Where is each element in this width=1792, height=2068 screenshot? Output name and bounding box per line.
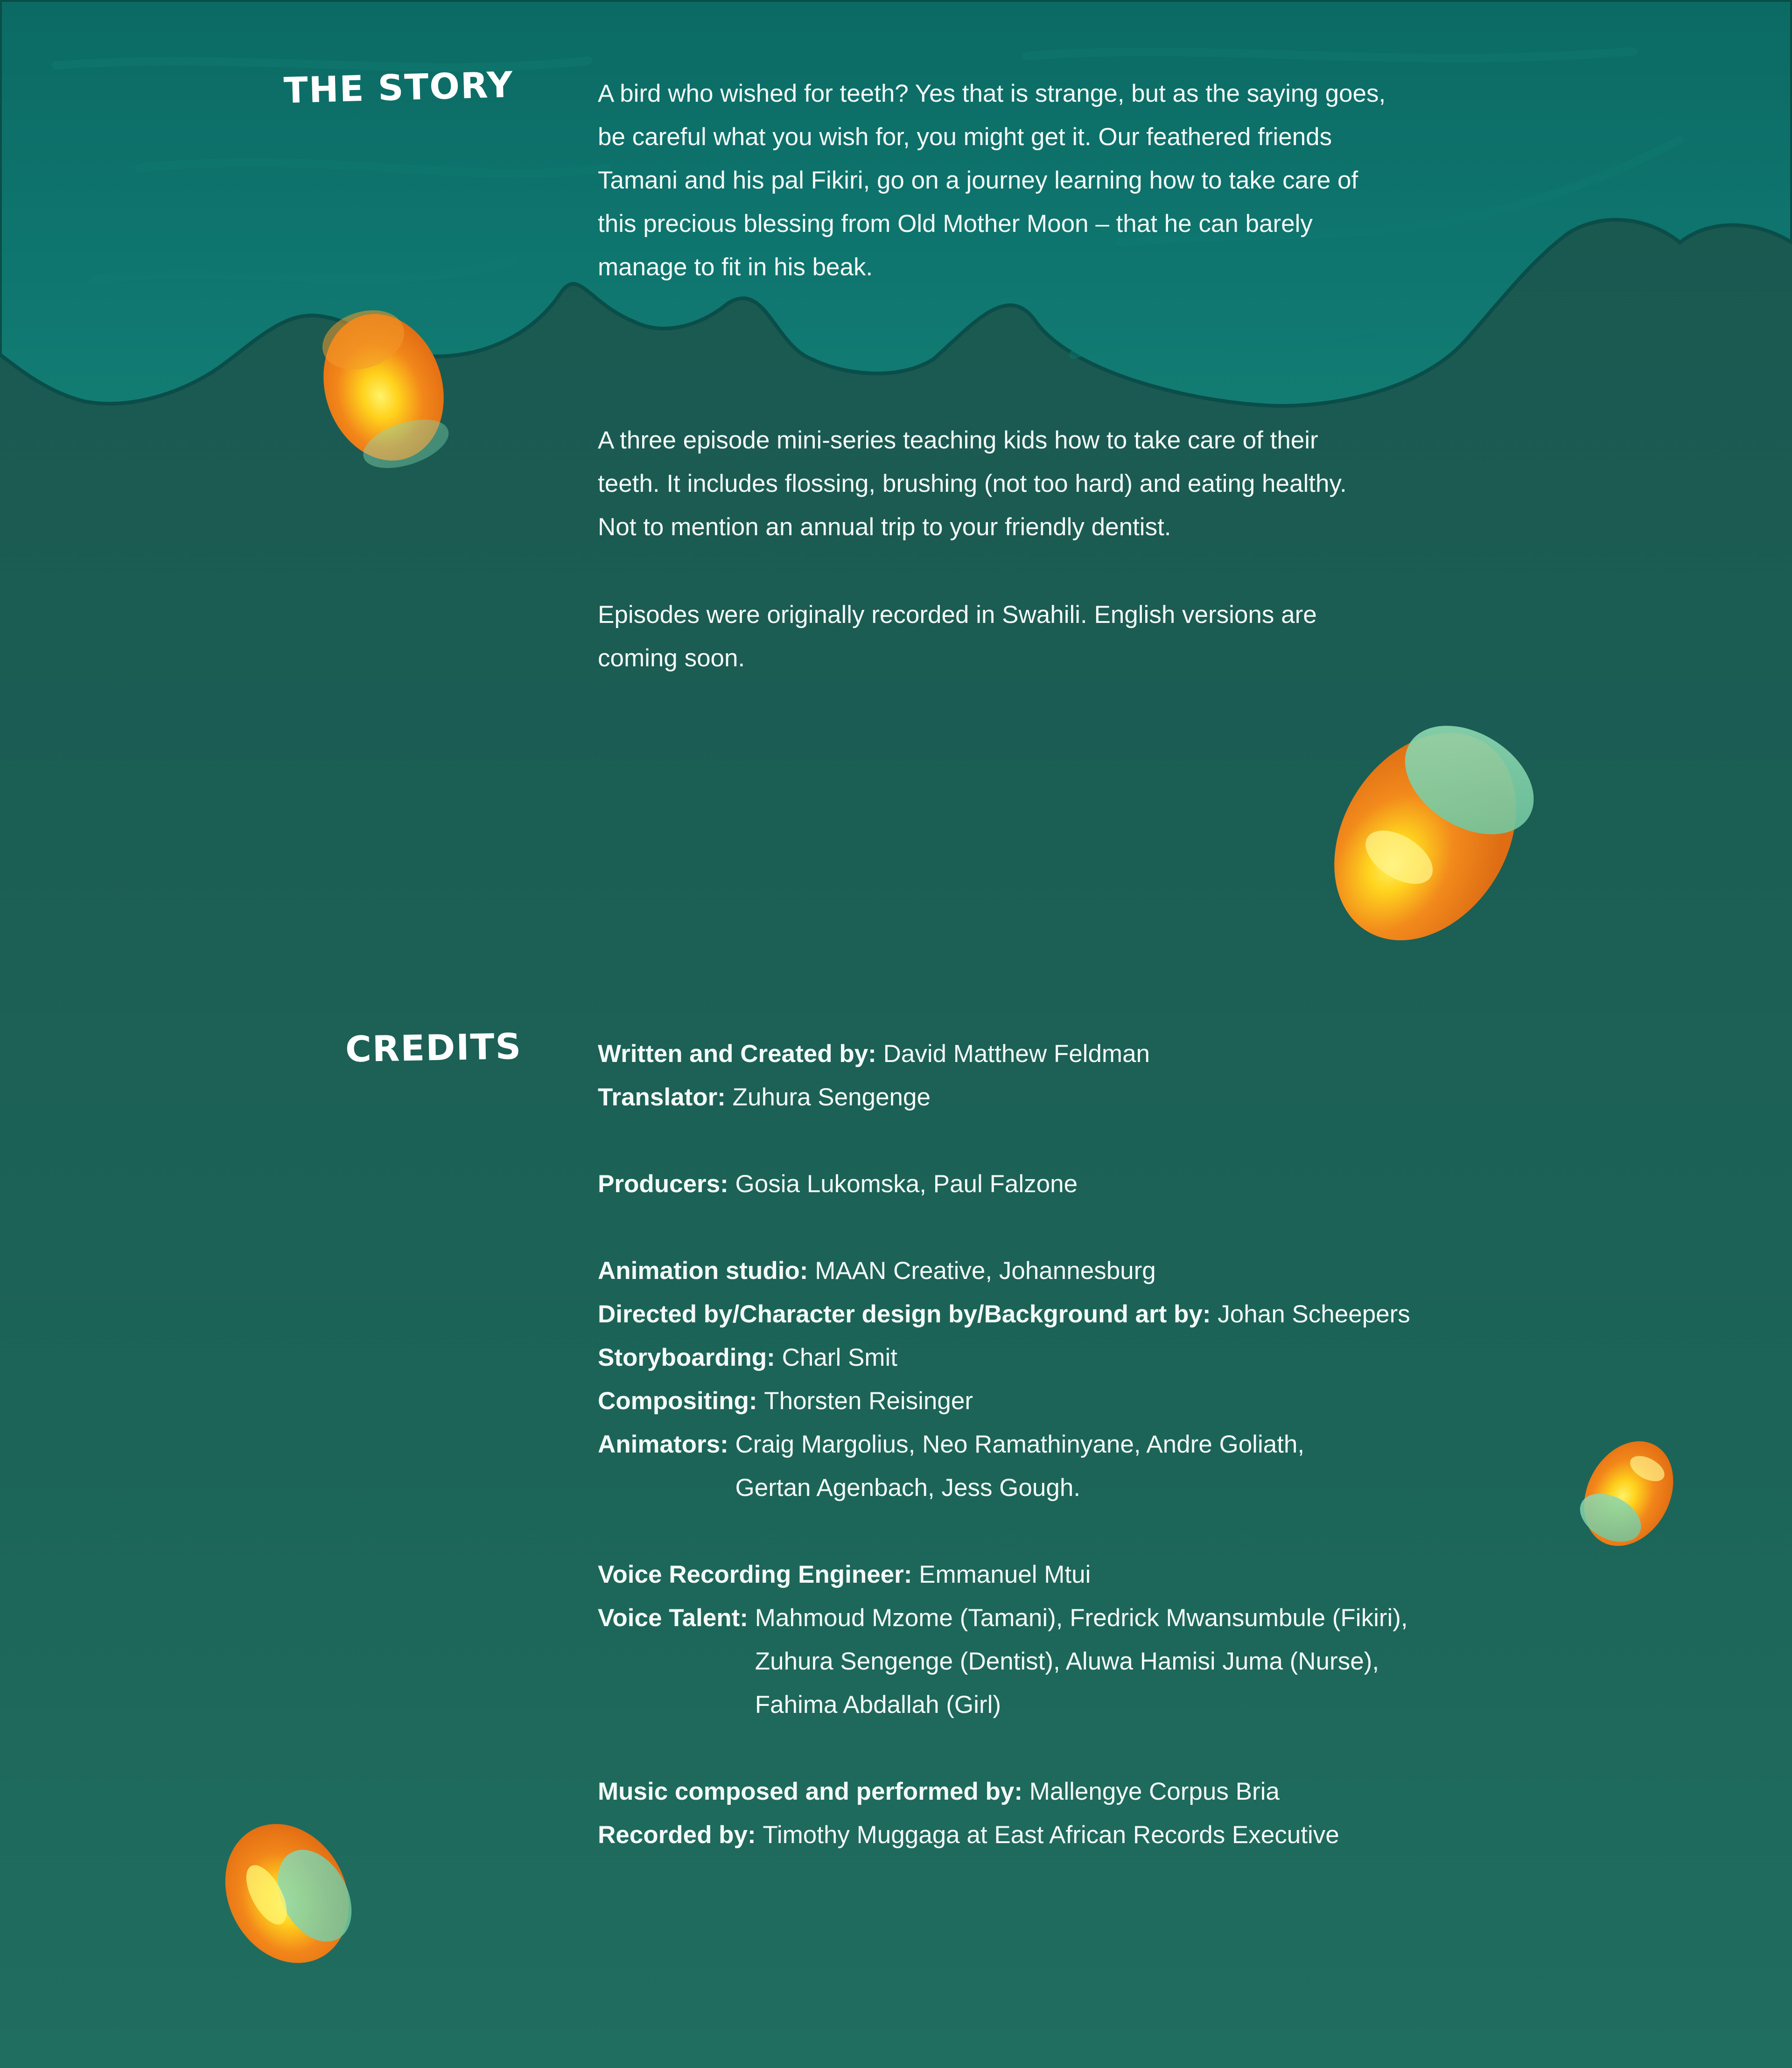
credit-names: Timothy Muggaga at East African Records Executive xyxy=(763,1821,1339,1849)
credit-role: Animation studio: xyxy=(598,1257,808,1285)
credit-role: Storyboarding: xyxy=(598,1344,775,1371)
credit-line xyxy=(598,1292,1484,1336)
credit-line xyxy=(598,1032,1484,1076)
credit-line xyxy=(598,1162,1484,1206)
credit-line xyxy=(598,1423,1484,1509)
credit-group xyxy=(598,1249,1484,1509)
credit-names: Gosia Lukomska, Paul Falzone xyxy=(735,1170,1078,1198)
credit-names: David Matthew Feldman xyxy=(883,1040,1150,1068)
credit-names: Thorsten Reisinger xyxy=(764,1387,973,1415)
credit-group xyxy=(598,1553,1484,1726)
credit-line xyxy=(598,1813,1484,1857)
credit-line xyxy=(598,1336,1484,1379)
credit-role: Recorded by: xyxy=(598,1821,756,1849)
credit-role: Voice Recording Engineer: xyxy=(598,1561,912,1588)
story-paragraph xyxy=(598,593,1484,680)
credit-names: Zuhura Sengenge xyxy=(732,1083,931,1111)
credit-role: Translator: xyxy=(598,1083,726,1111)
credit-group xyxy=(598,1770,1484,1857)
credit-names: Mallengye Corpus Bria xyxy=(1029,1778,1280,1805)
credit-names: MAAN Creative, Johannesburg xyxy=(815,1257,1156,1285)
credit-role: Written and Created by: xyxy=(598,1040,876,1068)
story-paragraph xyxy=(598,72,1484,289)
credits-list xyxy=(598,1032,1484,1900)
credit-role: Music composed and performed by: xyxy=(598,1778,1022,1805)
credit-line xyxy=(598,1553,1484,1596)
bead-decoration xyxy=(202,1802,372,1984)
story-paragraph xyxy=(598,419,1484,549)
credits-heading: CREDITS xyxy=(345,1025,522,1070)
credit-role: Producers: xyxy=(598,1170,728,1198)
bead-decoration xyxy=(1297,693,1557,974)
credit-line xyxy=(598,1596,1484,1726)
credit-names: Charl Smit xyxy=(782,1344,897,1371)
credit-role: Compositing: xyxy=(598,1387,757,1415)
credit-role: Animators: xyxy=(598,1431,728,1458)
story-heading: THE STORY xyxy=(283,63,514,112)
credit-role: Voice Talent: xyxy=(598,1604,748,1632)
credit-names: Craig Margolius, Neo Ramathinyane, Andre Goliath, Gertan Agenbach, Jess Gough. xyxy=(735,1431,1305,1502)
credit-line xyxy=(598,1770,1484,1813)
credit-line xyxy=(598,1076,1484,1119)
credit-role: Directed by/Character design by/Background art by: xyxy=(598,1300,1211,1328)
bead-decoration xyxy=(1567,1425,1691,1561)
credit-names: Johan Scheepers xyxy=(1218,1300,1410,1328)
story-paragraph-text: A bird who wished for teeth? Yes that is strange, but as the saying goes, be careful what you wish for, you might get it. Our feathered friends Tamani and his pal Fikiri, go on a journey learning how to take care of this precious blessing from Old Mother Moon – that he can barely manage to fit in his beak. xyxy=(598,80,1386,281)
story-paragraph-text: Episodes were originally recorded in Swahili. English versions are coming soon. xyxy=(598,601,1317,672)
credit-names: Emmanuel Mtui xyxy=(919,1561,1091,1588)
credit-line xyxy=(598,1249,1484,1292)
credit-names: Mahmoud Mzome (Tamani), Fredrick Mwansumbule (Fikiri), Zuhura Sengenge (Dentist), Aluwa Hamisi Juma (Nurse), Fahima Abdallah (Girl) xyxy=(755,1604,1408,1719)
story-paragraph-text: A three episode mini-series teaching kids how to take care of their teeth. It includes flossing, brushing (not too hard) and eating healthy. Not to mention an annual trip to your friendly dentist. xyxy=(598,426,1347,541)
credit-group xyxy=(598,1032,1484,1119)
credit-line xyxy=(598,1379,1484,1423)
credit-group xyxy=(598,1162,1484,1206)
